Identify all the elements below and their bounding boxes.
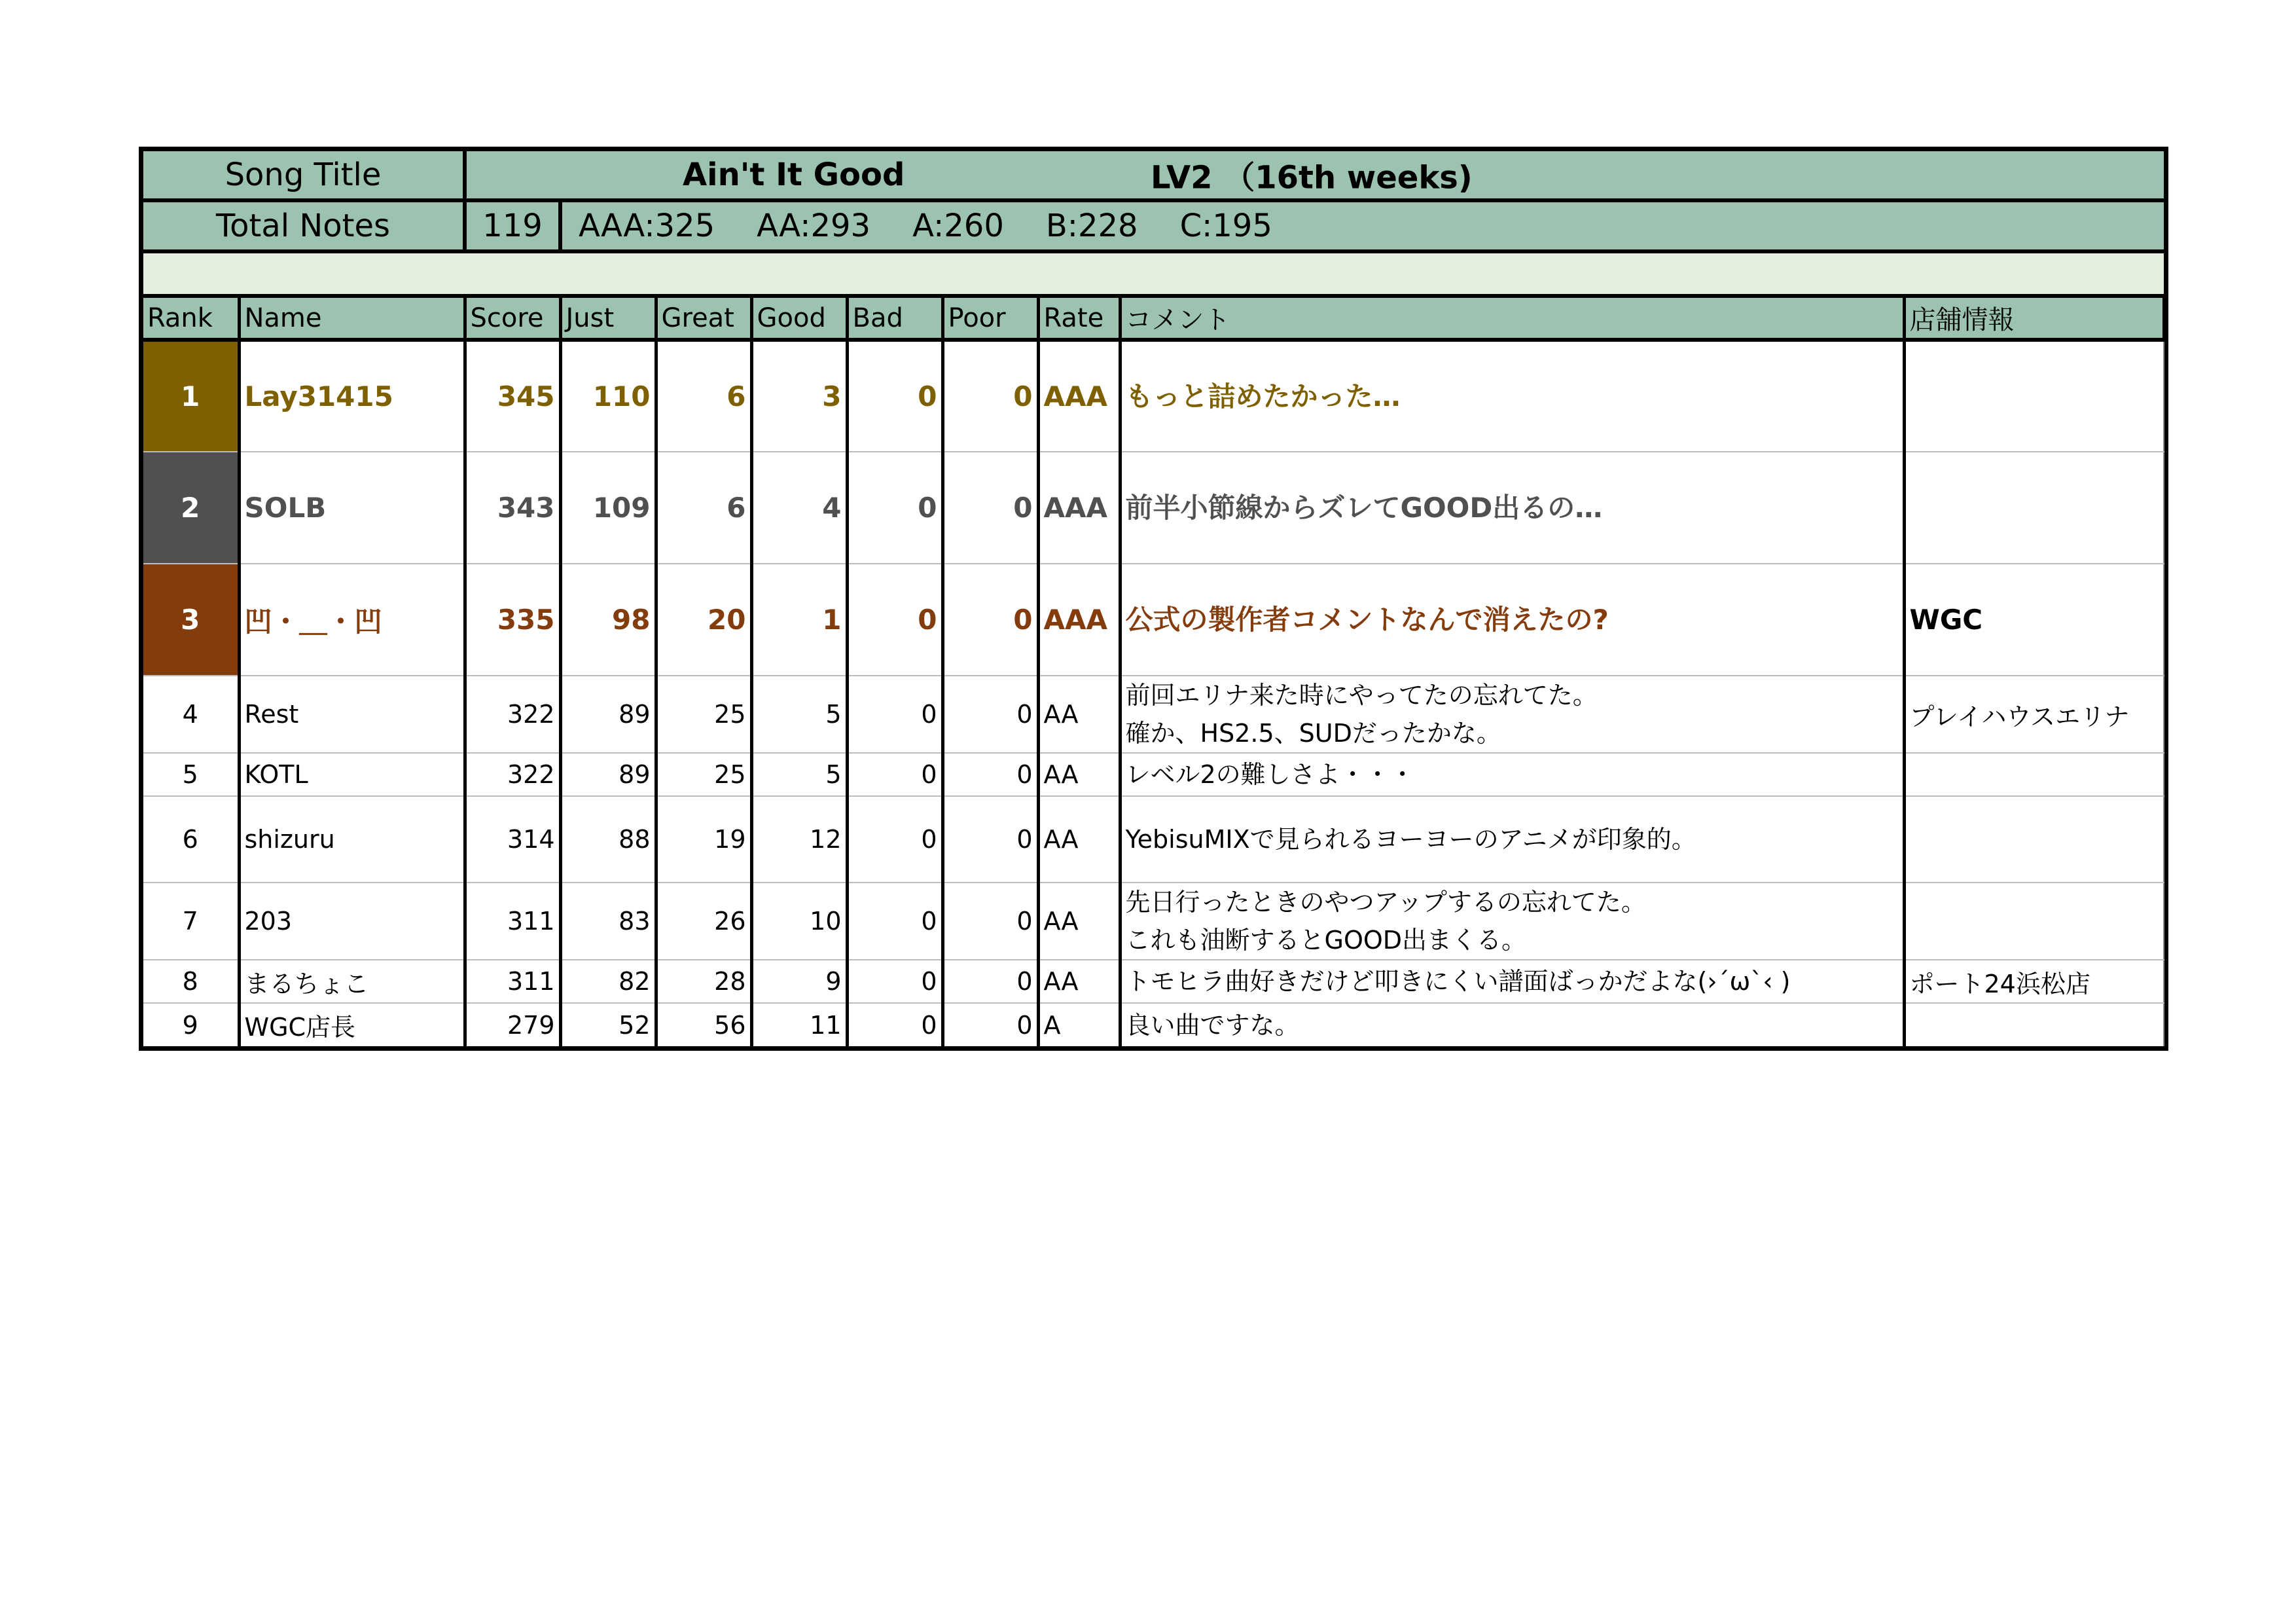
cell-poor: 0 xyxy=(942,753,1038,796)
cell-rate: AA xyxy=(1038,753,1120,796)
cell-poor: 0 xyxy=(942,676,1038,753)
cell-good: 3 xyxy=(751,340,847,452)
cell-just: 89 xyxy=(560,676,656,753)
cell-great: 25 xyxy=(656,753,751,796)
cell-great: 28 xyxy=(656,960,751,1003)
cell-shop xyxy=(1904,340,2164,452)
spacer-row xyxy=(143,253,2164,298)
cell-great: 20 xyxy=(656,564,751,676)
table-row xyxy=(143,753,2164,796)
cell-bad: 0 xyxy=(847,1003,942,1046)
cell-name: SOLB xyxy=(239,452,465,564)
col-header-name: Name xyxy=(239,298,465,340)
cell-rank: 7 xyxy=(143,883,239,960)
cell-shop: WGC xyxy=(1904,564,2164,676)
col-header-great: Great xyxy=(656,298,751,340)
cell-rate: AAA xyxy=(1038,340,1120,452)
col-header-poor: Poor xyxy=(942,298,1038,340)
cell-shop: ポート24浜松店 xyxy=(1904,960,2164,1003)
grade-aa: AA:293 xyxy=(757,208,871,244)
cell-good: 9 xyxy=(751,960,847,1003)
cell-score: 311 xyxy=(465,960,560,1003)
col-header-good: Good xyxy=(751,298,847,340)
cell-name: まるちょこ xyxy=(239,960,465,1003)
cell-just: 82 xyxy=(560,960,656,1003)
cell-good: 12 xyxy=(751,796,847,883)
cell-bad: 0 xyxy=(847,796,942,883)
cell-comment: もっと詰めたかった… xyxy=(1120,340,1904,452)
col-header-bad: Bad xyxy=(847,298,942,340)
level-week: LV2 （16th weeks) xyxy=(1151,159,1473,196)
song-title-label: Song Title xyxy=(143,151,467,198)
table-row xyxy=(143,452,2164,564)
cell-bad: 0 xyxy=(847,883,942,960)
cell-shop xyxy=(1904,753,2164,796)
table-row xyxy=(143,1003,2164,1046)
cell-just: 98 xyxy=(560,564,656,676)
cell-name: WGC店長 xyxy=(239,1003,465,1046)
cell-rate: AAA xyxy=(1038,564,1120,676)
cell-rank: 4 xyxy=(143,676,239,753)
cell-rate: AA xyxy=(1038,796,1120,883)
cell-just: 89 xyxy=(560,753,656,796)
cell-bad: 0 xyxy=(847,564,942,676)
cell-poor: 0 xyxy=(942,340,1038,452)
total-notes-row xyxy=(143,202,2164,253)
cell-shop xyxy=(1904,796,2164,883)
col-header-just: Just xyxy=(560,298,656,340)
cell-comment: 先日行ったときのやつアップするの忘れてた。 これも油断するとGOOD出まくる。 xyxy=(1120,883,1904,960)
cell-bad: 0 xyxy=(847,452,942,564)
cell-score: 311 xyxy=(465,883,560,960)
grade-thresholds xyxy=(562,202,2164,249)
cell-rate: AA xyxy=(1038,883,1120,960)
total-notes-label: Total Notes xyxy=(143,202,467,249)
cell-score: 322 xyxy=(465,676,560,753)
cell-score: 322 xyxy=(465,753,560,796)
cell-poor: 0 xyxy=(942,452,1038,564)
song-title-cell xyxy=(467,151,2164,198)
cell-comment: 前回エリナ来た時にやってたの忘れてた。 確か、HS2.5、SUDだったかな。 xyxy=(1120,676,1904,753)
cell-score: 343 xyxy=(465,452,560,564)
cell-rank: 6 xyxy=(143,796,239,883)
cell-good: 10 xyxy=(751,883,847,960)
table-header-row xyxy=(143,298,2164,340)
cell-comment: レベル2の難しさよ・・・ xyxy=(1120,753,1904,796)
grade-b: B:228 xyxy=(1045,208,1138,244)
cell-poor: 0 xyxy=(942,564,1038,676)
cell-comment: 前半小節線からズレてGOOD出るの… xyxy=(1120,452,1904,564)
cell-rank: 2 xyxy=(143,452,239,564)
cell-rank: 1 xyxy=(143,340,239,452)
cell-rank: 8 xyxy=(143,960,239,1003)
cell-poor: 0 xyxy=(942,883,1038,960)
cell-great: 25 xyxy=(656,676,751,753)
col-header-rank: Rank xyxy=(143,298,239,340)
cell-good: 4 xyxy=(751,452,847,564)
cell-name: shizuru xyxy=(239,796,465,883)
cell-just: 52 xyxy=(560,1003,656,1046)
cell-score: 345 xyxy=(465,340,560,452)
cell-rank: 5 xyxy=(143,753,239,796)
col-header-shop: 店舗情報 xyxy=(1904,298,2164,340)
col-header-comment: コメント xyxy=(1120,298,1904,340)
cell-rank: 9 xyxy=(143,1003,239,1046)
cell-comment: YebisuMIXで見られるヨーヨーのアニメが印象的。 xyxy=(1120,796,1904,883)
cell-poor: 0 xyxy=(942,960,1038,1003)
table-row xyxy=(143,960,2164,1003)
cell-poor: 0 xyxy=(942,796,1038,883)
cell-name: Rest xyxy=(239,676,465,753)
cell-name: 凹・＿・凹 xyxy=(239,564,465,676)
cell-just: 88 xyxy=(560,796,656,883)
cell-poor: 0 xyxy=(942,1003,1038,1046)
table-row xyxy=(143,676,2164,753)
cell-just: 110 xyxy=(560,340,656,452)
cell-bad: 0 xyxy=(847,676,942,753)
cell-comment: 良い曲ですな。 xyxy=(1120,1003,1904,1046)
cell-rate: AA xyxy=(1038,960,1120,1003)
cell-good: 5 xyxy=(751,676,847,753)
col-header-rate: Rate xyxy=(1038,298,1120,340)
table-row xyxy=(143,340,2164,452)
cell-rate: AA xyxy=(1038,676,1120,753)
grade-a: A:260 xyxy=(912,208,1004,244)
cell-score: 335 xyxy=(465,564,560,676)
cell-good: 5 xyxy=(751,753,847,796)
cell-great: 26 xyxy=(656,883,751,960)
cell-name: KOTL xyxy=(239,753,465,796)
grade-aaa: AAA:325 xyxy=(579,208,715,244)
cell-shop xyxy=(1904,883,2164,960)
cell-great: 19 xyxy=(656,796,751,883)
cell-great: 6 xyxy=(656,340,751,452)
cell-just: 109 xyxy=(560,452,656,564)
cell-great: 6 xyxy=(656,452,751,564)
cell-shop: プレイハウスエリナ xyxy=(1904,676,2164,753)
cell-comment: トモヒラ曲好きだけど叩きにくい譜面ばっかだよな(›´ω`‹ ) xyxy=(1120,960,1904,1003)
table-row xyxy=(143,796,2164,883)
cell-score: 279 xyxy=(465,1003,560,1046)
cell-great: 56 xyxy=(656,1003,751,1046)
cell-rate: AAA xyxy=(1038,452,1120,564)
cell-rank: 3 xyxy=(143,564,239,676)
cell-rate: A xyxy=(1038,1003,1120,1046)
cell-good: 1 xyxy=(751,564,847,676)
cell-good: 11 xyxy=(751,1003,847,1046)
song-title: Ain't It Good xyxy=(683,156,905,193)
cell-score: 314 xyxy=(465,796,560,883)
cell-name: Lay31415 xyxy=(239,340,465,452)
song-title-row xyxy=(143,151,2164,202)
cell-shop xyxy=(1904,1003,2164,1046)
grade-c: C:195 xyxy=(1179,208,1272,244)
table-row xyxy=(143,564,2164,676)
cell-bad: 0 xyxy=(847,960,942,1003)
total-notes-value: 119 xyxy=(467,202,562,249)
cell-bad: 0 xyxy=(847,340,942,452)
ranking-sheet xyxy=(139,147,2168,1051)
cell-just: 83 xyxy=(560,883,656,960)
score-table xyxy=(143,298,2165,1046)
cell-bad: 0 xyxy=(847,753,942,796)
cell-shop xyxy=(1904,452,2164,564)
table-row xyxy=(143,883,2164,960)
cell-name: 203 xyxy=(239,883,465,960)
col-header-score: Score xyxy=(465,298,560,340)
cell-comment: 公式の製作者コメントなんで消えたの? xyxy=(1120,564,1904,676)
